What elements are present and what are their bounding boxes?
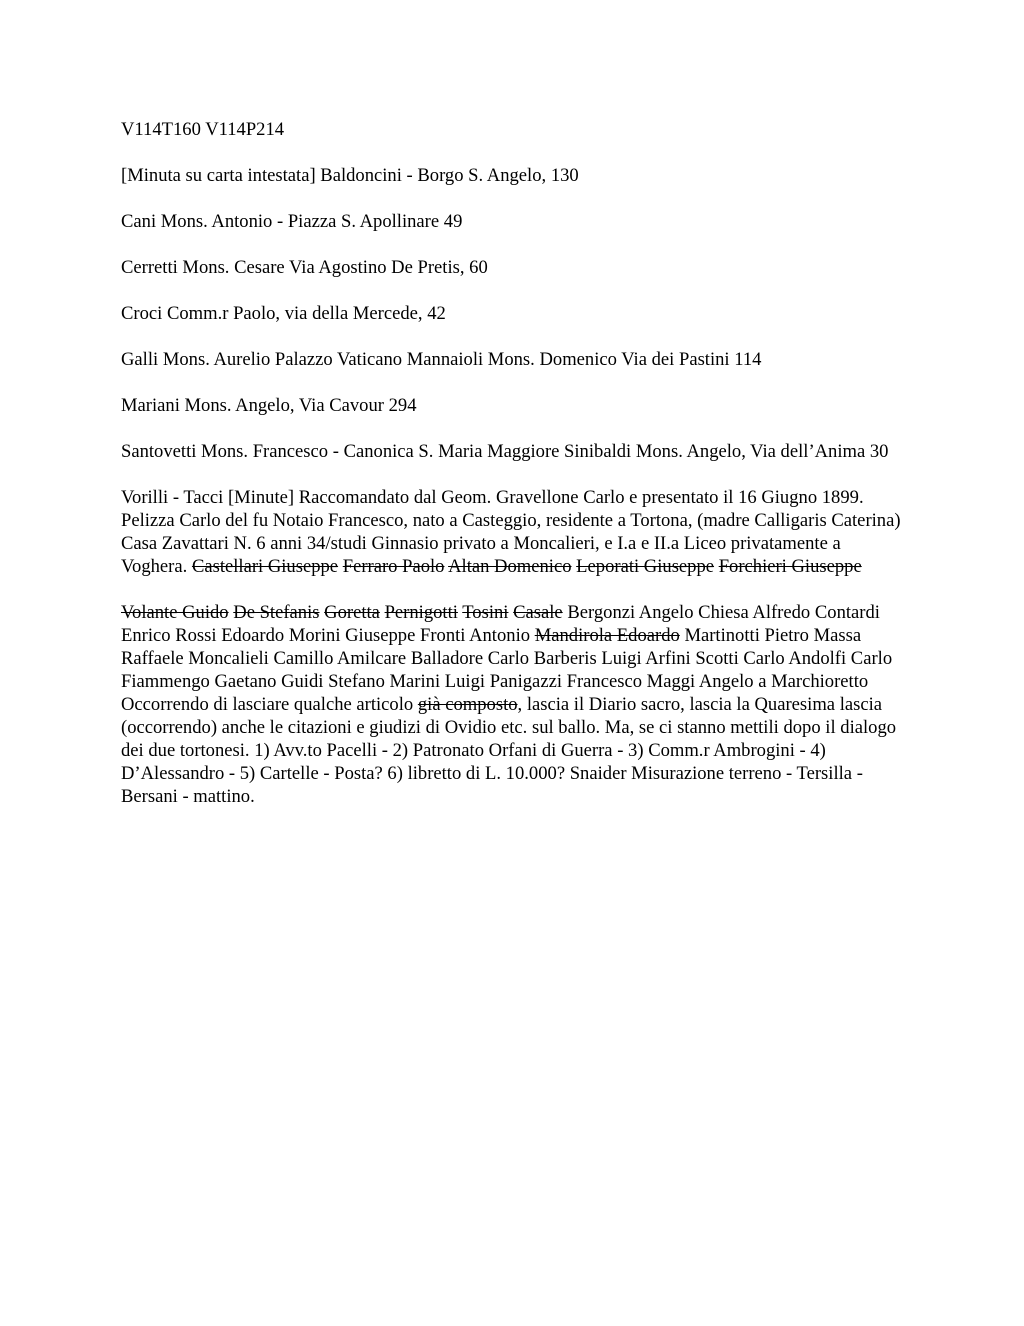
struck-name: Ferraro Paolo bbox=[342, 556, 445, 577]
struck-name: Castellari Giuseppe bbox=[191, 556, 339, 577]
struck-name: Mandirola Edoardo bbox=[534, 625, 680, 646]
paragraph-names-list bbox=[121, 601, 911, 808]
document-header: V114T160 V114P214 bbox=[121, 119, 285, 140]
struck-name: Pernigotti bbox=[384, 602, 458, 623]
names-text-3: , lascia il Diario sacro, lascia la Quaresima lascia (occorrendo) anche le citazioni e giudizi di Ovidio etc. sul ballo. Ma, se ci stanno mettili dopo il dialogo dei due tortonesi. 1) Avv.to Pacelli - 2) Patronato Orfani di Guerra - 3) Comm.r Ambrogini - 4) D’Alessandro - 5) Cartelle - Posta? 6) libretto di L. 10.000? Snaider Misurazione terreno - Tersilla - Bersani - mattino. bbox=[121, 694, 897, 807]
paragraph-cani: Cani Mons. Antonio - Piazza S. Apollinare 49 bbox=[121, 211, 463, 232]
struck-name: Forchieri Giuseppe bbox=[718, 556, 862, 577]
paragraph-mariani: Mariani Mons. Angelo, Via Cavour 294 bbox=[121, 395, 417, 416]
names-text-1: Bergonzi Angelo Chiesa Alfredo Contardi Enrico Rossi Edoardo Morini Giuseppe Fronti Antonio bbox=[121, 602, 880, 646]
document-page bbox=[121, 118, 911, 831]
struck-name: Tosini bbox=[462, 602, 509, 623]
names-text-2: Martinotti Pietro Massa Raffaele Moncalieli Camillo Amilcare Balladore Carlo Barberis Luigi Arfini Scotti Carlo Andolfi Carlo Fiammengo Gaetano Guidi Stefano Marini Luigi Panigazzi Francesco Maggi Angelo a Marchioretto Occorrendo di lasciare qualche articolo bbox=[121, 625, 893, 715]
struck-name: Casale bbox=[513, 602, 563, 623]
paragraph-baldoncini: [Minuta su carta intestata] Baldoncini - Borgo S. Angelo, 130 bbox=[121, 165, 579, 186]
struck-name: Volante Guido bbox=[121, 602, 229, 623]
paragraph-cerretti: Cerretti Mons. Cesare Via Agostino De Pretis, 60 bbox=[121, 257, 488, 278]
paragraph-vorilli bbox=[121, 486, 911, 578]
vorilli-text: Vorilli - Tacci [Minute] Raccomandato dal Geom. Gravellone Carlo e presentato il 16 Giugno 1899. Pelizza Carlo del fu Notaio Francesco, nato a Casteggio, residente a Tortona, (madre Calligaris Caterina) Casa Zavattari N. 6 anni 34/studi Ginnasio privato a Moncalieri, e I.a e II.a Liceo privatamente a Voghera. bbox=[121, 487, 901, 577]
paragraph-galli: Galli Mons. Aurelio Palazzo Vaticano Mannaioli Mons. Domenico Via dei Pastini 114 bbox=[121, 349, 762, 370]
struck-name: Goretta bbox=[324, 602, 380, 623]
struck-name: De Stefanis bbox=[233, 602, 320, 623]
struck-name: Leporati Giuseppe bbox=[576, 556, 715, 577]
struck-name: Altan Domenico bbox=[448, 556, 572, 577]
paragraph-santovetti: Santovetti Mons. Francesco - Canonica S. Maria Maggiore Sinibaldi Mons. Angelo, Via dell’Anima 30 bbox=[121, 441, 889, 462]
paragraph-croci: Croci Comm.r Paolo, via della Mercede, 42 bbox=[121, 303, 446, 324]
struck-phrase: già composto bbox=[417, 694, 518, 715]
